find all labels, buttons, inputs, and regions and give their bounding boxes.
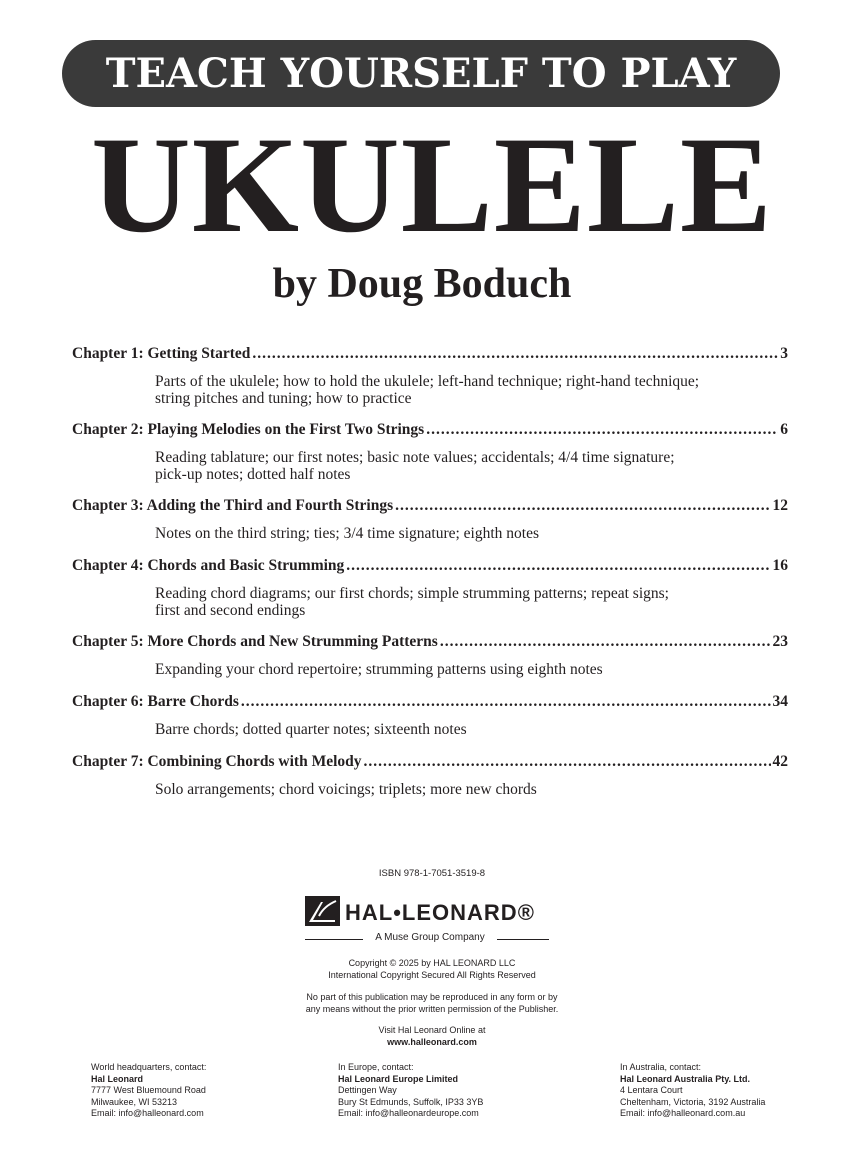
contact-block-australia bbox=[620, 1062, 765, 1120]
toc-chapter-line bbox=[72, 752, 788, 772]
toc-chapter-description bbox=[155, 373, 755, 407]
toc-desc-line: first and second endings bbox=[155, 602, 306, 619]
toc-chapter-line bbox=[72, 632, 788, 652]
toc-page-number: 6 bbox=[780, 421, 788, 438]
toc-chapter-title: Chapter 3: Adding the Third and Fourth Strings bbox=[72, 497, 394, 514]
toc-chapter-description bbox=[155, 585, 755, 619]
toc-chapter-1 bbox=[72, 344, 788, 420]
logo-rule-right bbox=[497, 939, 549, 940]
logo-subtitle: A Muse Group Company bbox=[375, 932, 485, 943]
toc-chapter-2 bbox=[72, 420, 788, 496]
toc-chapter-description bbox=[155, 781, 755, 798]
toc-leader-dots bbox=[252, 344, 778, 364]
toc-chapter-line bbox=[72, 420, 788, 440]
contact-heading: In Europe, contact: bbox=[338, 1062, 414, 1072]
contact-address: Cheltenham, Victoria, 3192 Australia bbox=[620, 1096, 766, 1107]
toc-leader-dots bbox=[426, 420, 778, 440]
toc-desc-line: string pitches and tuning; how to practice bbox=[155, 390, 412, 407]
toc-chapter-description bbox=[155, 449, 755, 483]
isbn: ISBN 978-1-7051-3519-8 bbox=[378, 868, 486, 879]
copyright-secured: International Copyright Secured All Rights Reserved bbox=[328, 970, 536, 980]
toc-leader-dots bbox=[440, 632, 771, 652]
contact-address: Bury St Edmunds, Suffolk, IP33 3YB bbox=[338, 1096, 484, 1107]
toc-chapter-description bbox=[155, 661, 755, 678]
toc-chapter-title: Chapter 1: Getting Started bbox=[72, 345, 251, 362]
toc-chapter-6 bbox=[72, 692, 788, 752]
contact-address: 7777 West Bluemound Road bbox=[91, 1085, 206, 1095]
toc-chapter-line bbox=[72, 344, 788, 364]
toc-page-number: 23 bbox=[772, 633, 788, 650]
toc-desc-line: Reading tablature; our first notes; basic note values; accidentals; 4/4 time signature; bbox=[155, 449, 675, 466]
book-title: UKULELE bbox=[91, 108, 773, 261]
website-prompt: Visit Hal Leonard Online at bbox=[378, 1025, 486, 1035]
toc-page-number: 16 bbox=[772, 557, 788, 574]
contact-block-world bbox=[91, 1062, 206, 1120]
toc-desc-line: Expanding your chord repertoire; strumming patterns using eighth notes bbox=[155, 661, 603, 678]
toc-leader-dots bbox=[241, 692, 771, 712]
table-of-contents bbox=[72, 344, 788, 812]
toc-page-number: 42 bbox=[772, 753, 788, 770]
toc-chapter-description bbox=[155, 721, 755, 738]
contact-name: Hal Leonard Australia Pty. Ltd. bbox=[620, 1073, 751, 1084]
reproduction-notice: No part of this publication may be reproduced in any form or by bbox=[306, 992, 558, 1002]
toc-desc-line: Notes on the third string; ties; 3/4 time signature; eighth notes bbox=[155, 525, 540, 542]
series-banner bbox=[62, 40, 780, 107]
toc-chapter-line bbox=[72, 692, 788, 712]
toc-leader-dots bbox=[395, 496, 770, 516]
contact-name: Hal Leonard bbox=[91, 1073, 144, 1084]
contact-address: Dettingen Way bbox=[338, 1085, 397, 1095]
contact-email: Email: info@halleonard.com.au bbox=[620, 1108, 746, 1118]
series-banner-text: TEACH YOURSELF TO PLAY bbox=[105, 50, 737, 97]
website-link[interactable]: www.halleonard.com bbox=[387, 1037, 477, 1047]
toc-desc-line: Barre chords; dotted quarter notes; sixteenth notes bbox=[155, 721, 467, 738]
publisher-logo bbox=[305, 896, 560, 946]
hal-leonard-logo-icon bbox=[305, 896, 340, 926]
contact-email: Email: info@halleonard.com bbox=[91, 1108, 204, 1118]
contact-heading: In Australia, contact: bbox=[620, 1062, 702, 1072]
toc-page-number: 12 bbox=[772, 497, 788, 514]
author-line: by Doug Boduch bbox=[272, 261, 572, 307]
contact-address: 4 Lentara Court bbox=[620, 1085, 683, 1095]
toc-leader-dots bbox=[364, 752, 771, 772]
toc-desc-line: pick-up notes; dotted half notes bbox=[155, 466, 351, 483]
toc-chapter-title: Chapter 5: More Chords and New Strumming Patterns bbox=[72, 633, 438, 650]
contact-block-europe bbox=[338, 1062, 483, 1120]
toc-chapter-title: Chapter 4: Chords and Basic Strumming bbox=[72, 557, 345, 574]
toc-chapter-title: Chapter 2: Playing Melodies on the First Two Strings bbox=[72, 421, 425, 438]
contact-email: Email: info@halleonardeurope.com bbox=[338, 1108, 479, 1118]
toc-page-number: 3 bbox=[780, 345, 788, 362]
reproduction-notice: any means without the prior written permission of the Publisher. bbox=[305, 1004, 559, 1014]
toc-chapter-title: Chapter 6: Barre Chords bbox=[72, 693, 239, 710]
toc-desc-line: Parts of the ukulele; how to hold the ukulele; left-hand technique; right-hand technique; bbox=[155, 373, 700, 390]
toc-desc-line: Solo arrangements; chord voicings; triplets; more new chords bbox=[155, 781, 537, 798]
toc-page-number: 34 bbox=[772, 693, 788, 710]
toc-chapter-4 bbox=[72, 556, 788, 632]
toc-leader-dots bbox=[346, 556, 770, 576]
contact-address: Milwaukee, WI 53213 bbox=[91, 1096, 178, 1107]
toc-chapter-line bbox=[72, 556, 788, 576]
toc-chapter-description bbox=[155, 525, 755, 542]
toc-chapter-3 bbox=[72, 496, 788, 556]
copyright-line: Copyright © 2025 by HAL LEONARD LLC bbox=[348, 958, 516, 968]
toc-chapter-5 bbox=[72, 632, 788, 692]
toc-chapter-title: Chapter 7: Combining Chords with Melody bbox=[72, 753, 362, 770]
contact-name: Hal Leonard Europe Limited bbox=[338, 1073, 459, 1084]
toc-chapter-7 bbox=[72, 752, 788, 812]
toc-desc-line: Reading chord diagrams; our first chords; simple strumming patterns; repeat signs; bbox=[155, 585, 669, 602]
logo-rule-left bbox=[305, 939, 363, 940]
contact-heading: World headquarters, contact: bbox=[91, 1062, 207, 1072]
toc-chapter-line bbox=[72, 496, 788, 516]
logo-wordmark: HAL•LEONARD® bbox=[345, 900, 535, 925]
